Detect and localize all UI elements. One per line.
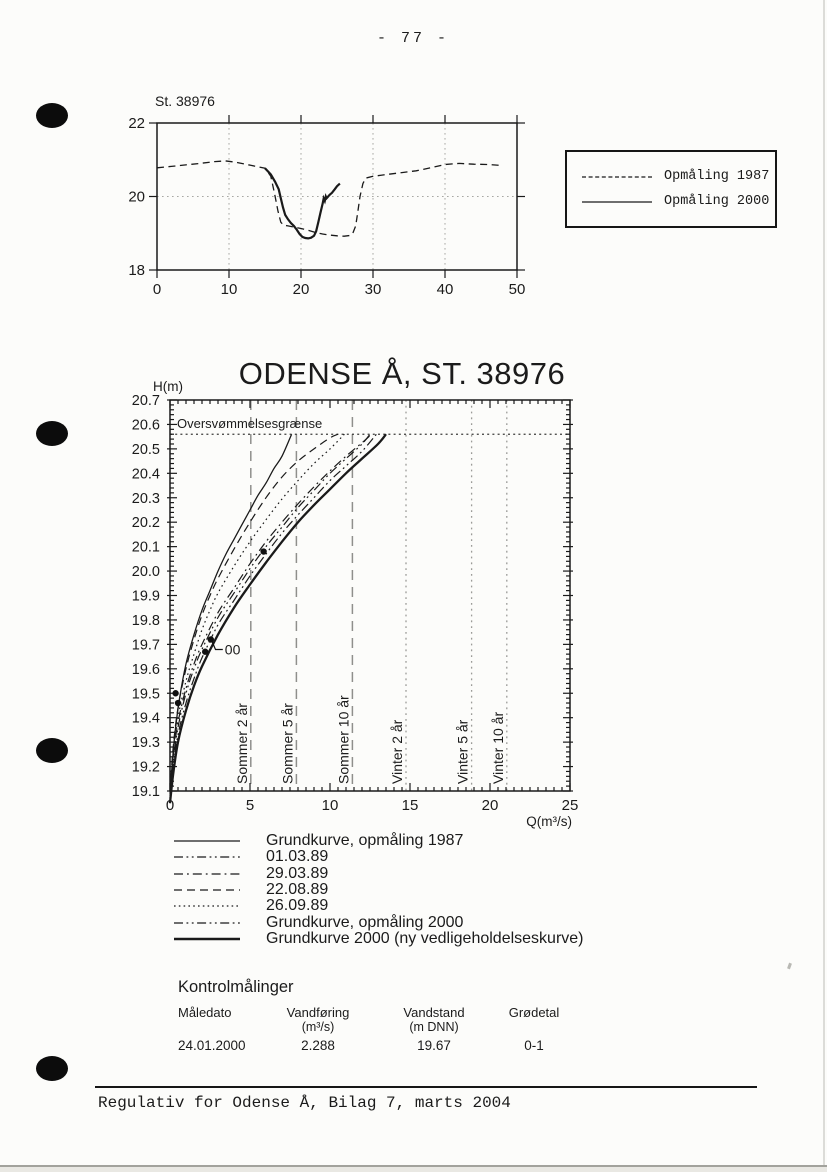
measurement-point bbox=[208, 636, 214, 642]
legend-row bbox=[172, 866, 584, 882]
column-unit: (m³/s) bbox=[301, 1020, 335, 1034]
y-tick-label: 19.4 bbox=[131, 710, 160, 727]
y-tick-label: 19.2 bbox=[131, 759, 160, 776]
control-table-title: Kontrolmålinger bbox=[178, 978, 294, 996]
dotted-line-sample bbox=[172, 901, 242, 911]
legend-row bbox=[172, 833, 584, 849]
dash-dot-dot-line-sample bbox=[172, 852, 242, 862]
dashed-line-sample bbox=[172, 885, 242, 895]
measurement-point bbox=[202, 649, 208, 655]
hole-punch bbox=[36, 738, 68, 763]
x-tick-label: 5 bbox=[245, 797, 255, 814]
legend-row bbox=[172, 898, 584, 914]
legend-label: 29.03.89 bbox=[266, 864, 329, 882]
scan-edge-right bbox=[823, 0, 825, 1172]
rating-curve-0 bbox=[170, 434, 292, 798]
dash-dot-dot-line-sample bbox=[172, 918, 242, 928]
measurement-point bbox=[172, 690, 178, 696]
x-tick-label: 25 bbox=[561, 797, 579, 814]
legend-label: 01.03.89 bbox=[266, 848, 329, 866]
footer-text: Regulativ for Odense Å, Bilag 7, marts 2004 bbox=[98, 1094, 511, 1112]
legend-row bbox=[580, 194, 775, 209]
y-tick-label: 20.1 bbox=[131, 539, 160, 556]
y-tick-label: 20.3 bbox=[131, 490, 160, 507]
column-header: Grødetal bbox=[508, 1005, 560, 1020]
profile-curve-0 bbox=[157, 161, 499, 236]
legend-label: Opmåling 1987 bbox=[664, 169, 770, 184]
page-number: - 77 - bbox=[376, 30, 449, 47]
x-tick-label: 15 bbox=[401, 797, 419, 814]
x-tick-label: 40 bbox=[436, 281, 454, 298]
hole-punch bbox=[36, 103, 68, 128]
y-tick-label: 20.0 bbox=[131, 564, 160, 581]
y-tick-label: 19.1 bbox=[131, 784, 160, 800]
y-tick-label: 19.7 bbox=[131, 637, 160, 654]
y-tick-label: 20.5 bbox=[131, 441, 160, 458]
control-table bbox=[178, 978, 608, 1058]
legend-row bbox=[172, 849, 584, 865]
column-header: Måledato bbox=[178, 1005, 232, 1020]
reference-line-label: Sommer 10 år bbox=[335, 695, 352, 784]
legend-row bbox=[580, 169, 775, 184]
profile-chart-title: St. 38976 bbox=[155, 93, 215, 109]
hole-punch bbox=[36, 1056, 68, 1081]
legend-label: 26.09.89 bbox=[266, 897, 329, 915]
reference-line-label: Sommer 2 år bbox=[233, 703, 250, 784]
y-tick-label: 19.8 bbox=[131, 612, 160, 629]
x-tick-label: 30 bbox=[364, 281, 382, 298]
hole-punch bbox=[36, 421, 68, 446]
legend-label: Opmåling 2000 bbox=[664, 194, 770, 209]
rating-curve-6 bbox=[170, 434, 386, 803]
table-cell: 2.288 bbox=[301, 1038, 335, 1053]
x-tick-label: 20 bbox=[481, 797, 499, 814]
legend-label: Grundkurve, opmåling 1987 bbox=[266, 832, 464, 850]
measurement-point bbox=[175, 700, 181, 706]
y-tick-label: 19.9 bbox=[131, 588, 160, 605]
x-axis-name: Q(m³/s) bbox=[526, 814, 572, 829]
reference-line-label: Sommer 5 år bbox=[279, 703, 296, 784]
y-tick-label: 19.6 bbox=[131, 661, 160, 678]
y-tick-label: 19.5 bbox=[131, 686, 160, 703]
legend-row bbox=[172, 931, 584, 947]
y-tick-label: 20.4 bbox=[131, 466, 160, 483]
y-tick-label: 19.3 bbox=[131, 735, 160, 752]
y-tick-label: 20.2 bbox=[131, 515, 160, 532]
scan-edge-bottom-band bbox=[0, 1167, 827, 1172]
profile-curve-1 bbox=[265, 168, 340, 238]
solid-line-sample bbox=[580, 197, 654, 207]
legend-row bbox=[172, 914, 584, 930]
rating-curve-4 bbox=[170, 434, 344, 793]
x-tick-label: 50 bbox=[508, 281, 526, 298]
solid-line-sample bbox=[172, 836, 242, 846]
dashed-line-sample bbox=[580, 172, 654, 182]
table-cell: 24.01.2000 bbox=[178, 1038, 246, 1053]
y-tick-label: 18 bbox=[128, 262, 145, 279]
main-plot-box bbox=[170, 400, 570, 791]
y-tick-label: 20.6 bbox=[131, 417, 160, 434]
curves-legend bbox=[172, 833, 584, 947]
legend-label: Grundkurve 2000 (ny vedligeholdelseskurve) bbox=[266, 929, 584, 947]
point-annotation: 00 bbox=[224, 641, 241, 658]
table-cell: 0-1 bbox=[524, 1038, 544, 1053]
column-header: Vandstand bbox=[403, 1005, 465, 1020]
reference-line-label: Vinter 2 år bbox=[389, 719, 405, 784]
reference-line-label: Vinter 10 år bbox=[489, 711, 506, 784]
flood-limit-label: Oversvømmelsesgrænse bbox=[177, 416, 323, 432]
column-header: Vandføring bbox=[286, 1005, 350, 1020]
x-tick-label: 10 bbox=[321, 797, 339, 814]
profile-legend bbox=[565, 150, 777, 228]
x-tick-label: 10 bbox=[220, 281, 238, 298]
y-tick-label: 20 bbox=[128, 188, 145, 206]
main-chart-title: ODENSE Å, ST. 38976 bbox=[238, 356, 566, 391]
x-tick-label: 0 bbox=[165, 797, 175, 814]
reference-line-label: Vinter 5 år bbox=[454, 719, 471, 784]
y-tick-label: 20.7 bbox=[131, 393, 160, 409]
footer-rule bbox=[95, 1086, 757, 1088]
measurement-point bbox=[260, 548, 266, 554]
legend-label: Grundkurve, opmåling 2000 bbox=[266, 913, 464, 931]
column-unit: (m DNN) bbox=[409, 1020, 459, 1034]
dash-dot-line-sample bbox=[172, 869, 242, 879]
x-tick-label: 0 bbox=[152, 281, 162, 298]
thick-solid-line-sample bbox=[172, 934, 242, 944]
legend-label: 22.08.89 bbox=[266, 881, 329, 899]
legend-row bbox=[172, 882, 584, 898]
x-tick-label: 20 bbox=[292, 281, 310, 298]
y-axis-name: H(m) bbox=[153, 379, 183, 394]
y-tick-label: 22 bbox=[128, 115, 145, 132]
table-cell: 19.67 bbox=[417, 1038, 451, 1053]
